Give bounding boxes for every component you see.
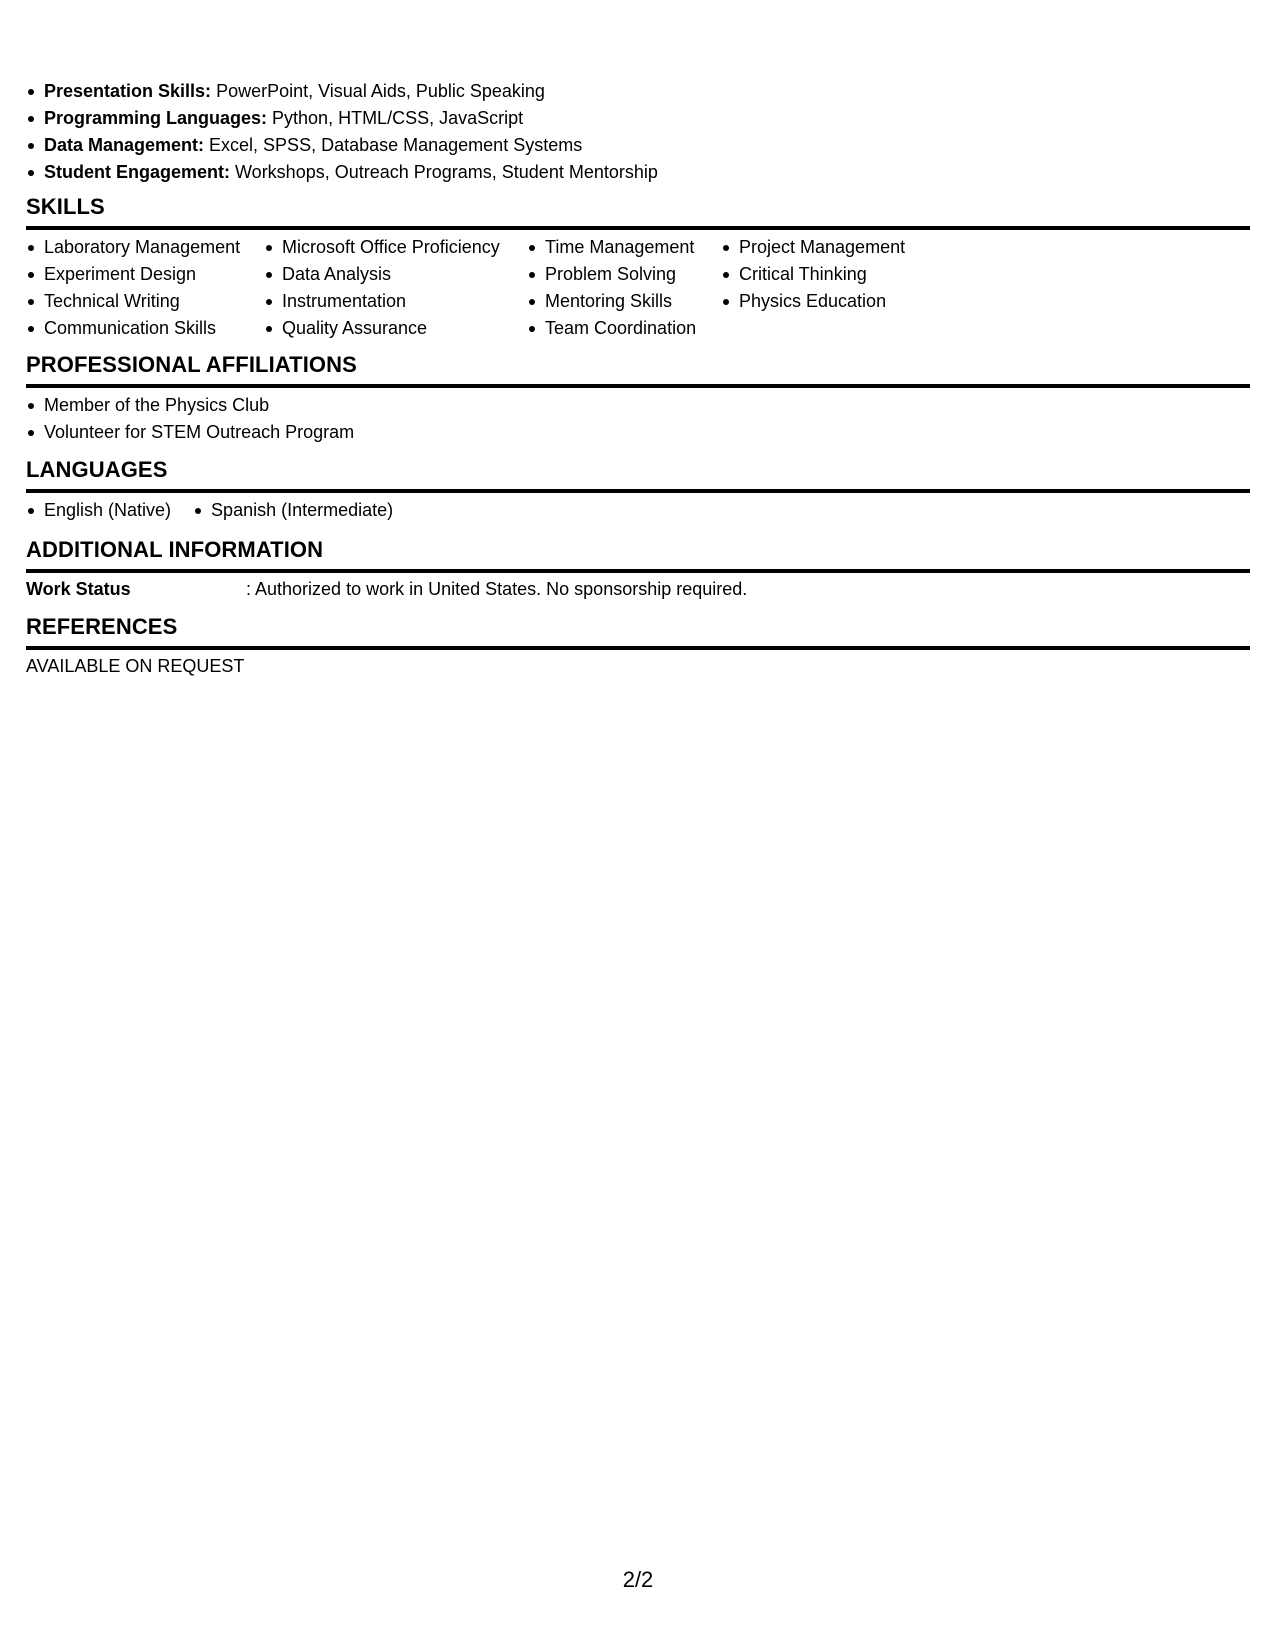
technical-skill-value: Excel, SPSS, Database Management Systems: [204, 135, 583, 155]
languages-list: [26, 497, 415, 524]
skill-item: Time Management: [527, 234, 696, 261]
affiliation-item: Volunteer for STEM Outreach Program: [26, 419, 354, 446]
languages-heading: LANGUAGES: [26, 457, 1250, 493]
affiliation-item: Member of the Physics Club: [26, 392, 354, 419]
technical-skill-item: [26, 159, 658, 186]
affiliations-heading: PROFESSIONAL AFFILIATIONS: [26, 352, 1250, 388]
skill-item: Team Coordination: [527, 315, 696, 342]
skill-item: Project Management: [721, 234, 905, 261]
skills-heading: SKILLS: [26, 194, 1250, 230]
language-item: Spanish (Intermediate): [193, 497, 393, 524]
skill-item: Quality Assurance: [264, 315, 500, 342]
affiliations-list: [26, 392, 354, 446]
affiliations-section: [26, 352, 1250, 442]
work-status-label: Work Status: [26, 579, 131, 599]
references-heading: REFERENCES: [26, 614, 1250, 650]
skill-item: Laboratory Management: [26, 234, 240, 261]
technical-skill-label: Data Management:: [44, 135, 205, 155]
technical-skill-label: Student Engagement:: [44, 162, 231, 182]
page-number: 2/2: [622, 1567, 654, 1592]
technical-skills-list: [26, 78, 658, 186]
skill-item: Critical Thinking: [721, 261, 905, 288]
technical-skill-value: PowerPoint, Visual Aids, Public Speaking: [211, 81, 545, 101]
technical-skill-value: Workshops, Outreach Programs, Student Mentorship: [230, 162, 658, 182]
skills-column: [721, 234, 905, 315]
skills-column: [264, 234, 500, 342]
skill-item: Experiment Design: [26, 261, 240, 288]
technical-skill-item: [26, 78, 658, 105]
skills-column: [527, 234, 696, 342]
references-text: AVAILABLE ON REQUEST: [26, 656, 245, 676]
skill-item: Mentoring Skills: [527, 288, 696, 315]
additional-information-heading: ADDITIONAL INFORMATION: [26, 537, 1250, 573]
technical-skill-label: Programming Languages:: [44, 108, 268, 128]
skill-item: Physics Education: [721, 288, 905, 315]
technical-skill-value: Python, HTML/CSS, JavaScript: [267, 108, 524, 128]
skills-column: [26, 234, 240, 342]
technical-skill-item: [26, 105, 658, 132]
skill-item: Technical Writing: [26, 288, 240, 315]
technical-skill-label: Presentation Skills:: [44, 81, 212, 101]
skills-section: [26, 194, 1250, 338]
languages-section: [26, 457, 1250, 520]
skill-item: Communication Skills: [26, 315, 240, 342]
resume-page: [26, 0, 1250, 1650]
technical-skill-item: [26, 132, 658, 159]
skill-item: Data Analysis: [264, 261, 500, 288]
skill-item: Problem Solving: [527, 261, 696, 288]
additional-information-section: [26, 537, 1250, 599]
work-status-value: : Authorized to work in United States. No sponsorship required.: [246, 579, 748, 599]
skill-item: Microsoft Office Proficiency: [264, 234, 500, 261]
references-section: [26, 614, 1250, 676]
skill-item: Instrumentation: [264, 288, 500, 315]
language-item: English (Native): [26, 497, 171, 524]
